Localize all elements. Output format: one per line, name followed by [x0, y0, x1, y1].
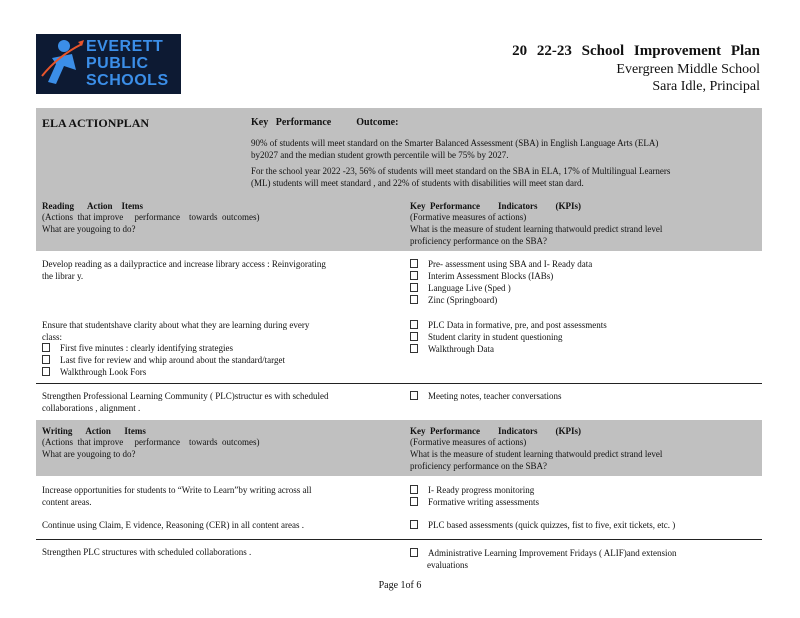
- list-item: PLC Data in formative, pre, and post assessments: [410, 319, 607, 331]
- principal-name: Sara Idle, Principal: [652, 79, 760, 94]
- reading-kpi-title: Key Performance Indicators (KPIs): [410, 201, 581, 211]
- row-divider: [36, 539, 762, 540]
- runner-icon: [38, 36, 86, 92]
- page-number: Page 1of 6: [378, 580, 422, 591]
- logo-line-1: EVERETT: [86, 38, 164, 55]
- bullet-icon: [410, 520, 418, 529]
- bullet-icon: [410, 497, 418, 506]
- reading-action-title: Reading Action Items: [42, 201, 143, 211]
- bullet-icon: [42, 343, 50, 352]
- list-item: Administrative Learning Improvement Fridays ( ALIF)and extension: [410, 547, 676, 559]
- writing-action-title: Writing Action Items: [42, 426, 146, 436]
- kpo-label: Key Performance Outcome:: [251, 117, 399, 128]
- writing-kpi-title: Key Performance Indicators (KPIs): [410, 426, 581, 436]
- list-item: Student clarity in student questioning: [410, 331, 563, 343]
- writing-kpi-sub1: (Formative measures of actions): [410, 437, 527, 447]
- writing-action-3: Strengthen PLC structures with scheduled collaborations .: [42, 547, 252, 557]
- reading-action-3-line-2: collaborations , alignment .: [42, 403, 141, 413]
- bullet-icon: [42, 367, 50, 376]
- outcome-1-line-1: 90% of students will meet standard on the Smarter Balanced Assessment (SBA) in English Language Arts (ELA): [251, 138, 659, 148]
- list-item: Zinc (Springboard): [410, 294, 497, 306]
- list-item: Pre- assessment using SBA and I- Ready data: [410, 258, 592, 270]
- bullet-icon: [410, 344, 418, 353]
- bullet-icon: [410, 320, 418, 329]
- reading-action-2-line-2: class:: [42, 332, 62, 342]
- bullet-icon: [410, 259, 418, 268]
- ela-heading: ELA ACTIONPLAN: [42, 116, 150, 130]
- list-item: Walkthrough Look Fors: [42, 366, 146, 378]
- reading-kpi-sub2: What is the measure of student learning thatwould predict strand level: [410, 224, 663, 234]
- reading-action-sub1: (Actions that improve performance towards outcomes): [42, 212, 260, 222]
- list-item: Meeting notes, teacher conversations: [410, 390, 561, 402]
- bullet-icon: [410, 391, 418, 400]
- reading-action-1-line-1: Develop reading as a dailypractice and increase library access : Reinvigorating: [42, 259, 326, 269]
- reading-action-1-line-2: the librar y.: [42, 271, 84, 281]
- bullet-icon: [410, 485, 418, 494]
- reading-action-2-line-1: Ensure that studentshave clarity about what they are learning during every: [42, 320, 310, 330]
- list-item: First five minutes : clearly identifying strategies: [42, 342, 233, 354]
- outcome-2-line-1: For the school year 2022 -23, 56% of students will meet standard on the SBA in ELA, 17% of Multilingual Learners: [251, 166, 671, 176]
- bullet-icon: [410, 283, 418, 292]
- writing-kpi-3-line-2: evaluations: [427, 560, 468, 570]
- list-item: PLC based assessments (quick quizzes, fist to five, exit tickets, etc. ): [410, 519, 675, 531]
- list-item: Last five for review and whip around about the standard/target: [42, 354, 285, 366]
- bullet-icon: [410, 295, 418, 304]
- list-item: Formative writing assessments: [410, 496, 539, 508]
- list-item: Interim Assessment Blocks (IABs): [410, 270, 553, 282]
- logo-line-2: PUBLIC: [86, 55, 149, 72]
- reading-action-3-line-1: Strengthen Professional Learning Community ( PLC)structur es with scheduled: [42, 391, 329, 401]
- list-item: Walkthrough Data: [410, 343, 494, 355]
- outcome-2-line-2: (ML) students will meet standard , and 22% of students with disabilities will meet stan dard.: [251, 178, 584, 188]
- bullet-icon: [410, 271, 418, 280]
- list-item: Language Live (Sped ): [410, 282, 511, 294]
- writing-action-sub1: (Actions that improve performance towards outcomes): [42, 437, 260, 447]
- writing-action-1-line-1: Increase opportunities for students to “Write to Learn”by writing across all: [42, 485, 312, 495]
- row-divider: [36, 383, 762, 384]
- writing-kpi-sub3: proficiency performance on the SBA?: [410, 461, 547, 471]
- writing-action-2: Continue using Claim, E vidence, Reasoning (CER) in all content areas .: [42, 520, 304, 530]
- reading-action-sub2: What are yougoing to do?: [42, 224, 136, 234]
- district-logo: [36, 34, 181, 94]
- bullet-icon: [410, 332, 418, 341]
- bullet-icon: [42, 355, 50, 364]
- writing-action-1-line-2: content areas.: [42, 497, 92, 507]
- plan-title: 20 22-23 School Improvement Plan: [512, 43, 760, 59]
- bullet-icon: [410, 548, 418, 557]
- school-name: Evergreen Middle School: [616, 62, 760, 77]
- logo-line-3: SCHOOLS: [86, 72, 169, 89]
- writing-action-sub2: What are yougoing to do?: [42, 449, 136, 459]
- writing-kpi-sub2: What is the measure of student learning thatwould predict strand level: [410, 449, 663, 459]
- reading-kpi-sub3: proficiency performance on the SBA?: [410, 236, 547, 246]
- list-item: I- Ready progress monitoring: [410, 484, 534, 496]
- reading-kpi-sub1: (Formative measures of actions): [410, 212, 527, 222]
- outcome-1-line-2: by2027 and the median student growth percentile will be 75% by 2027.: [251, 150, 509, 160]
